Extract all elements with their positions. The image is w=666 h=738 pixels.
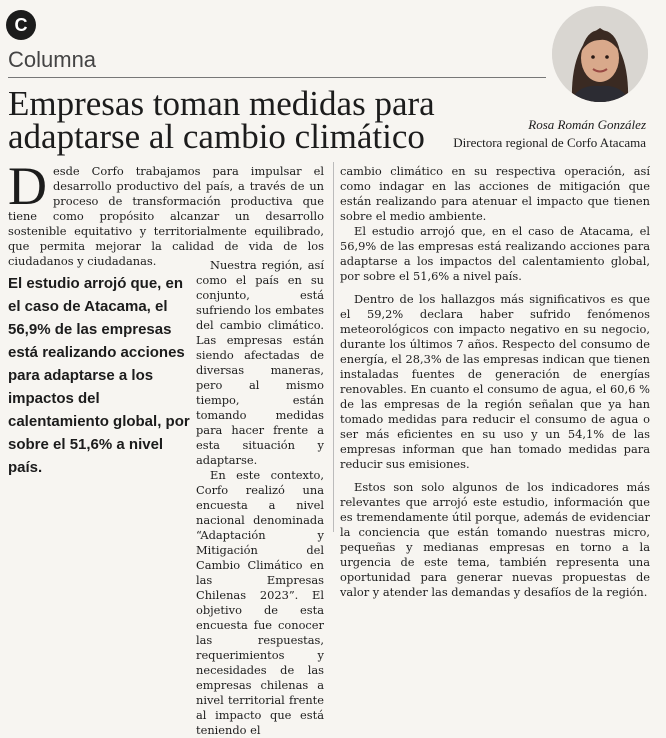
paragraph-3: En este contexto, Corfo realizó una encuesta a nivel nacional denominada “Adaptación y Mitigación del Cambio Climático en las Empresas Chilenas 2023”. El objetivo de esta encuesta fue conocer las respuestas, requerimientos y necesidades de las empresas chilenas a nivel territorial frente al impacto que está teniendo el [196, 468, 324, 737]
paragraph-6: Estos son solo algunos de los indicadores más relevantes que arrojó este estudio, información que es tremendamente útil porque, además de evidenciar la conciencia que están tomando nuestras micro, pequeñas y medianas empresas en torno a la urgencia de este tema, también representa una oportunidad para generar nuevas propuestas de valor y atender las demandas y desafíos de la región. [340, 480, 650, 599]
author-portrait-image [552, 6, 648, 102]
drop-cap: D [8, 156, 47, 216]
pull-quote: El estudio arrojó que, en el caso de Atacama, el 56,9% de las empresas está realizando acciones para adaptarse a los impactos del calentamiento global, por sobre el 51,6% a nivel país. [8, 275, 190, 476]
author-photo [552, 6, 648, 102]
article-right [340, 164, 650, 600]
column-badge: C [6, 10, 36, 40]
paragraph-1: Desde Corfo trabajamos para impulsar el desarrollo productivo del país, a través de un proceso de transformación productiva que tiene como propósito alcanzar un desarrollo sostenible equitativo y territorialmente equilibrado, que permita mejorar la calidad de vida de los ciudadanos y ciudadanas. [8, 156, 324, 268]
author-name: Rosa Román González [528, 117, 646, 132]
header-rule [8, 77, 546, 78]
paragraph-3-cont: cambio climático en su respectiva operación, así como indagar en las acciones de mitigación que están realizando para atenuar el impacto que tienen sobre el medio ambiente. [340, 164, 650, 223]
column-divider [333, 162, 334, 532]
headline: Empresas toman medidas para adaptarse al cambio climático [8, 84, 435, 156]
paragraph-5: Dentro de los hallazgos más significativos es que el 59,2% declara haber sufrido fenómenos meteorológicos con impacto negativo en su negocio, durante los últimos 7 años. Respecto del consumo de energía, el 28,3% de las empresas indican que tienen instaladas fuentes de generación de energías renovables. En cuanto el consumo de agua, el 60,6 % de las empresas de la región señalan que ya han tomado medidas para reducir el consumo de agua o ser más eficientes en su uso y un 54,1% de las empresas informan que han tomado medidas para reducir sus emisiones. [340, 292, 650, 471]
author-role: Directora regional de Corfo Atacama [453, 135, 646, 150]
article-left-narrow [196, 258, 324, 738]
section-label: Columna [8, 47, 97, 72]
author-byline [453, 117, 646, 151]
paragraph-4: El estudio arrojó que, en el caso de Atacama, el 56,9% de las empresas está realizando acciones para adaptarse a los impactos del calentamiento global, por sobre el 51,6% a nivel país. [340, 224, 650, 283]
paragraph-2: Nuestra región, así como el país en su conjunto, está sufriendo los embates del cambio climático. Las empresas están siendo afectadas de diversas maneras, pero al mismo tiempo, están tomando medidas para hacer frente a esta situación y adaptarse. [196, 258, 324, 467]
article-left-top [8, 156, 324, 269]
